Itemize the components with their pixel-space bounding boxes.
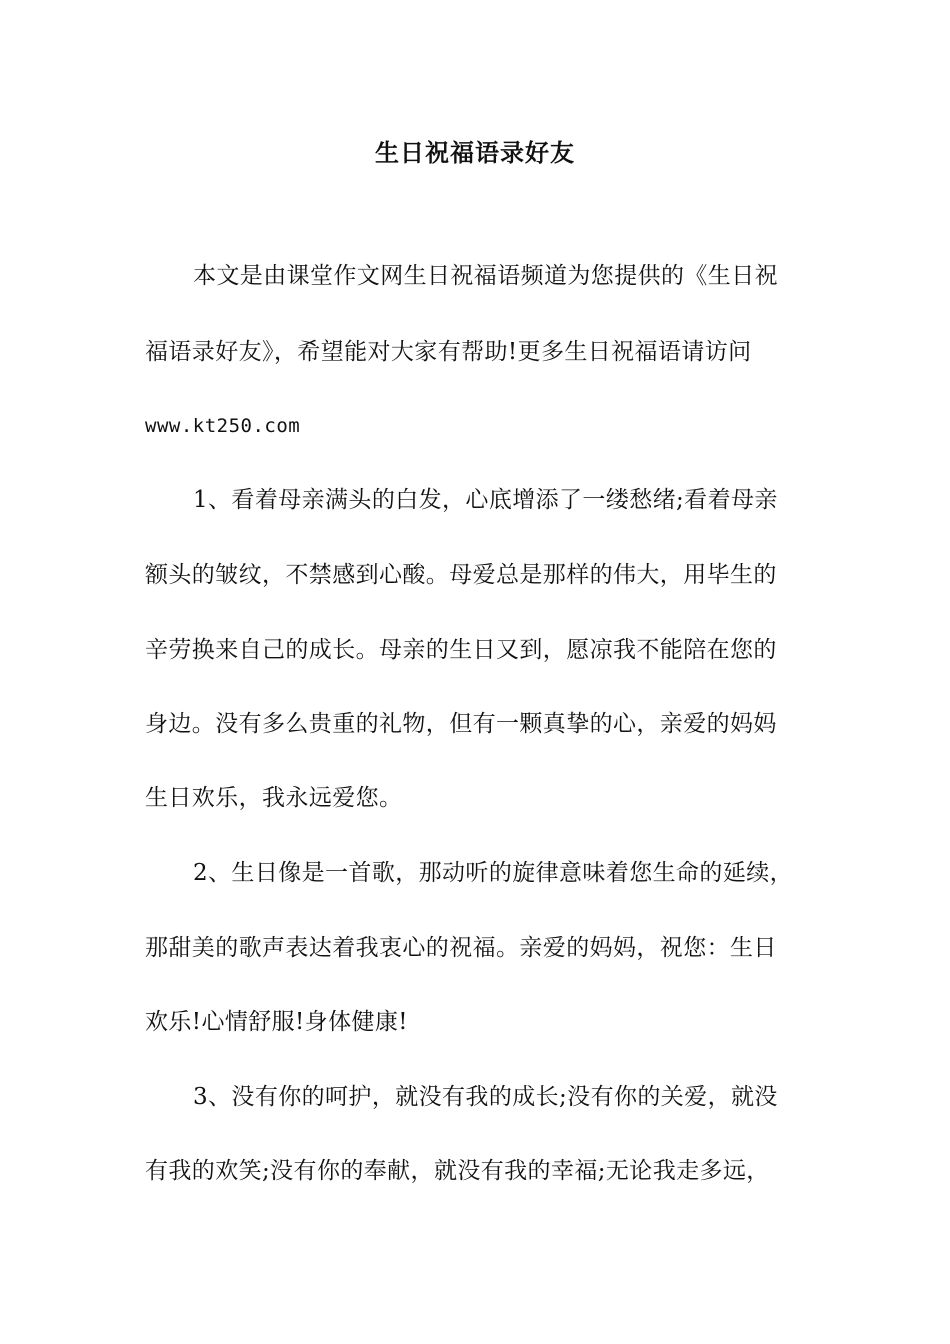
paragraph-1-line-2: 额头的皱纹，不禁感到心酸。母爱总是那样的伟大，用毕生的 — [145, 562, 777, 588]
paragraph-3-line-2: 有我的欢笑;没有你的奉献，就没有我的幸福;无论我走多远， — [145, 1158, 770, 1184]
paragraph-2-line-2: 那甜美的歌声表达着我衷心的祝福。亲爱的妈妈，祝您：生日 — [145, 935, 777, 961]
paragraph-2-line-3: 欢乐!心情舒服!身体健康! — [145, 1009, 408, 1035]
paragraph-intro-line-2: 福语录好友》，希望能对大家有帮助!更多生日祝福语请访问 — [145, 339, 752, 365]
paragraph-1-line-4: 身边。没有多么贵重的礼物，但有一颗真挚的心，亲爱的妈妈 — [145, 711, 777, 737]
paragraph-1-line-3: 辛劳换来自己的成长。母亲的生日又到，愿凉我不能陪在您的 — [145, 637, 777, 663]
paragraph-3-line-1: 3、没有你的呵护，就没有我的成长;没有你的关爱，就没 — [193, 1084, 778, 1110]
paragraph-2-line-1: 2、生日像是一首歌，那动听的旋律意味着您生命的延续， — [193, 860, 794, 886]
paragraph-intro-url: www.kt250.com — [145, 415, 301, 437]
paragraph-1-line-5: 生日欢乐，我永远爱您。 — [145, 785, 403, 811]
paragraph-intro-line-1: 本文是由课堂作文网生日祝福语频道为您提供的《生日祝 — [193, 263, 778, 289]
paragraph-1-line-1: 1、看着母亲满头的白发，心底增添了一缕愁绪;看着母亲 — [193, 487, 778, 513]
document-title: 生日祝福语录好友 — [375, 138, 575, 167]
